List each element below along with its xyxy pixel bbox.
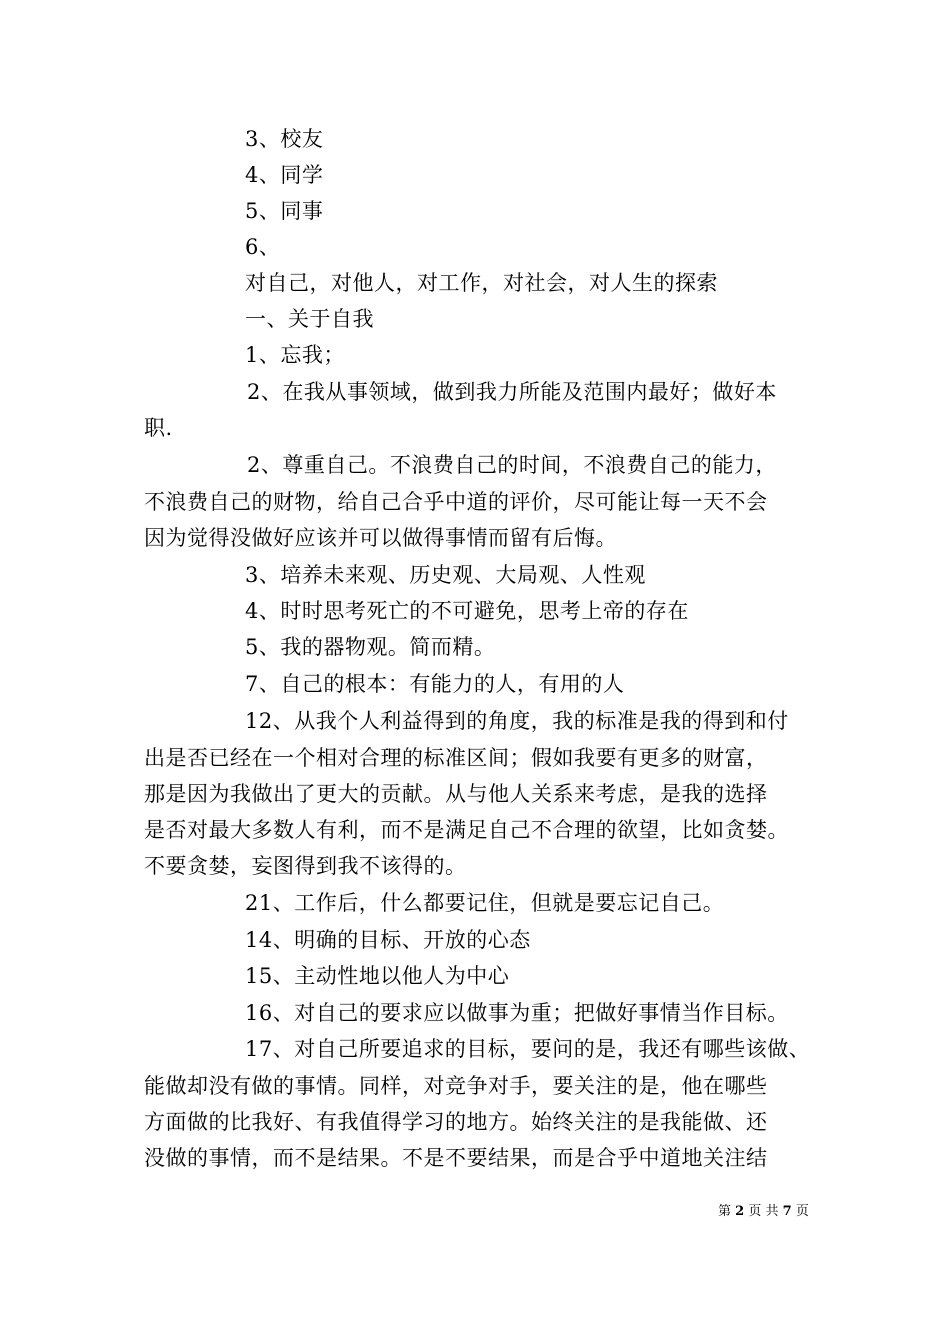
text-line: 不浪费自己的财物，给自己合乎中道的评价，尽可能让每一天不会 (144, 490, 768, 514)
page-footer (718, 1203, 809, 1221)
text-line: 能做却没有做的事情。同样，对竞争对手，要关注的是，他在哪些 (144, 1074, 768, 1098)
text-line: 5、同事 (245, 199, 324, 223)
text-line: 职. (144, 416, 173, 440)
text-line: 不要贪婪，妄图得到我不该得的。 (144, 854, 467, 878)
footer-total-pages: 7 (782, 1204, 792, 1219)
text-line: 12、从我个人利益得到的角度，我的标准是我的得到和付 (245, 709, 789, 733)
text-line: 5、我的器物观。简而精。 (245, 635, 496, 659)
text-line: 6、 (245, 235, 281, 259)
text-line: 15、主动性地以他人为中心 (245, 964, 510, 988)
text-line: 21、工作后，什么都要记住，但就是要忘记自己。 (245, 891, 725, 915)
text-line: 4、时时思考死亡的不可避免，思考上帝的存在 (245, 599, 689, 623)
text-line: 7、自己的根本：有能力的人，有用的人 (245, 672, 625, 696)
footer-suffix: 页 (795, 1204, 809, 1219)
text-line: 1、忘我； (245, 343, 345, 367)
text-line: 因为觉得没做好应该并可以做得事情而留有后悔。 (144, 526, 617, 550)
text-line: 对自己，对他人，对工作，对社会，对人生的探索 (245, 271, 718, 295)
text-line: 16、对自己的要求应以做事为重；把做好事情当作目标。 (245, 1001, 789, 1025)
footer-middle: 页 共 (748, 1204, 779, 1219)
text-line: 2、在我从事领域，做到我力所能及范围内最好；做好本 (247, 380, 777, 404)
text-line: 出是否已经在一个相对合理的标准区间；假如我要有更多的财富， (144, 746, 768, 770)
text-line: 是否对最大多数人有利，而不是满足自己不合理的欲望，比如贪婪。 (144, 818, 789, 842)
text-line: 17、对自己所要追求的目标，要问的是，我还有哪些该做、 (245, 1037, 811, 1061)
footer-page-number: 2 (735, 1204, 745, 1219)
text-line: 4、同学 (245, 163, 324, 187)
section-heading: 一、关于自我 (245, 307, 374, 331)
text-line: 3、校友 (245, 127, 324, 151)
footer-prefix: 第 (718, 1204, 732, 1219)
text-line: 3、培养未来观、历史观、大局观、人性观 (245, 563, 646, 587)
text-line: 方面做的比我好、有我值得学习的地方。始终关注的是我能做、还 (144, 1110, 768, 1134)
text-line: 2、尊重自己。不浪费自己的时间，不浪费自己的能力， (247, 453, 777, 477)
text-line: 没做的事情，而不是结果。不是不要结果，而是合乎中道地关注结 (144, 1146, 768, 1170)
text-line: 那是因为我做出了更大的贡献。从与他人关系来考虑，是我的选择 (144, 782, 768, 806)
text-line: 14、明确的目标、开放的心态 (245, 928, 531, 952)
